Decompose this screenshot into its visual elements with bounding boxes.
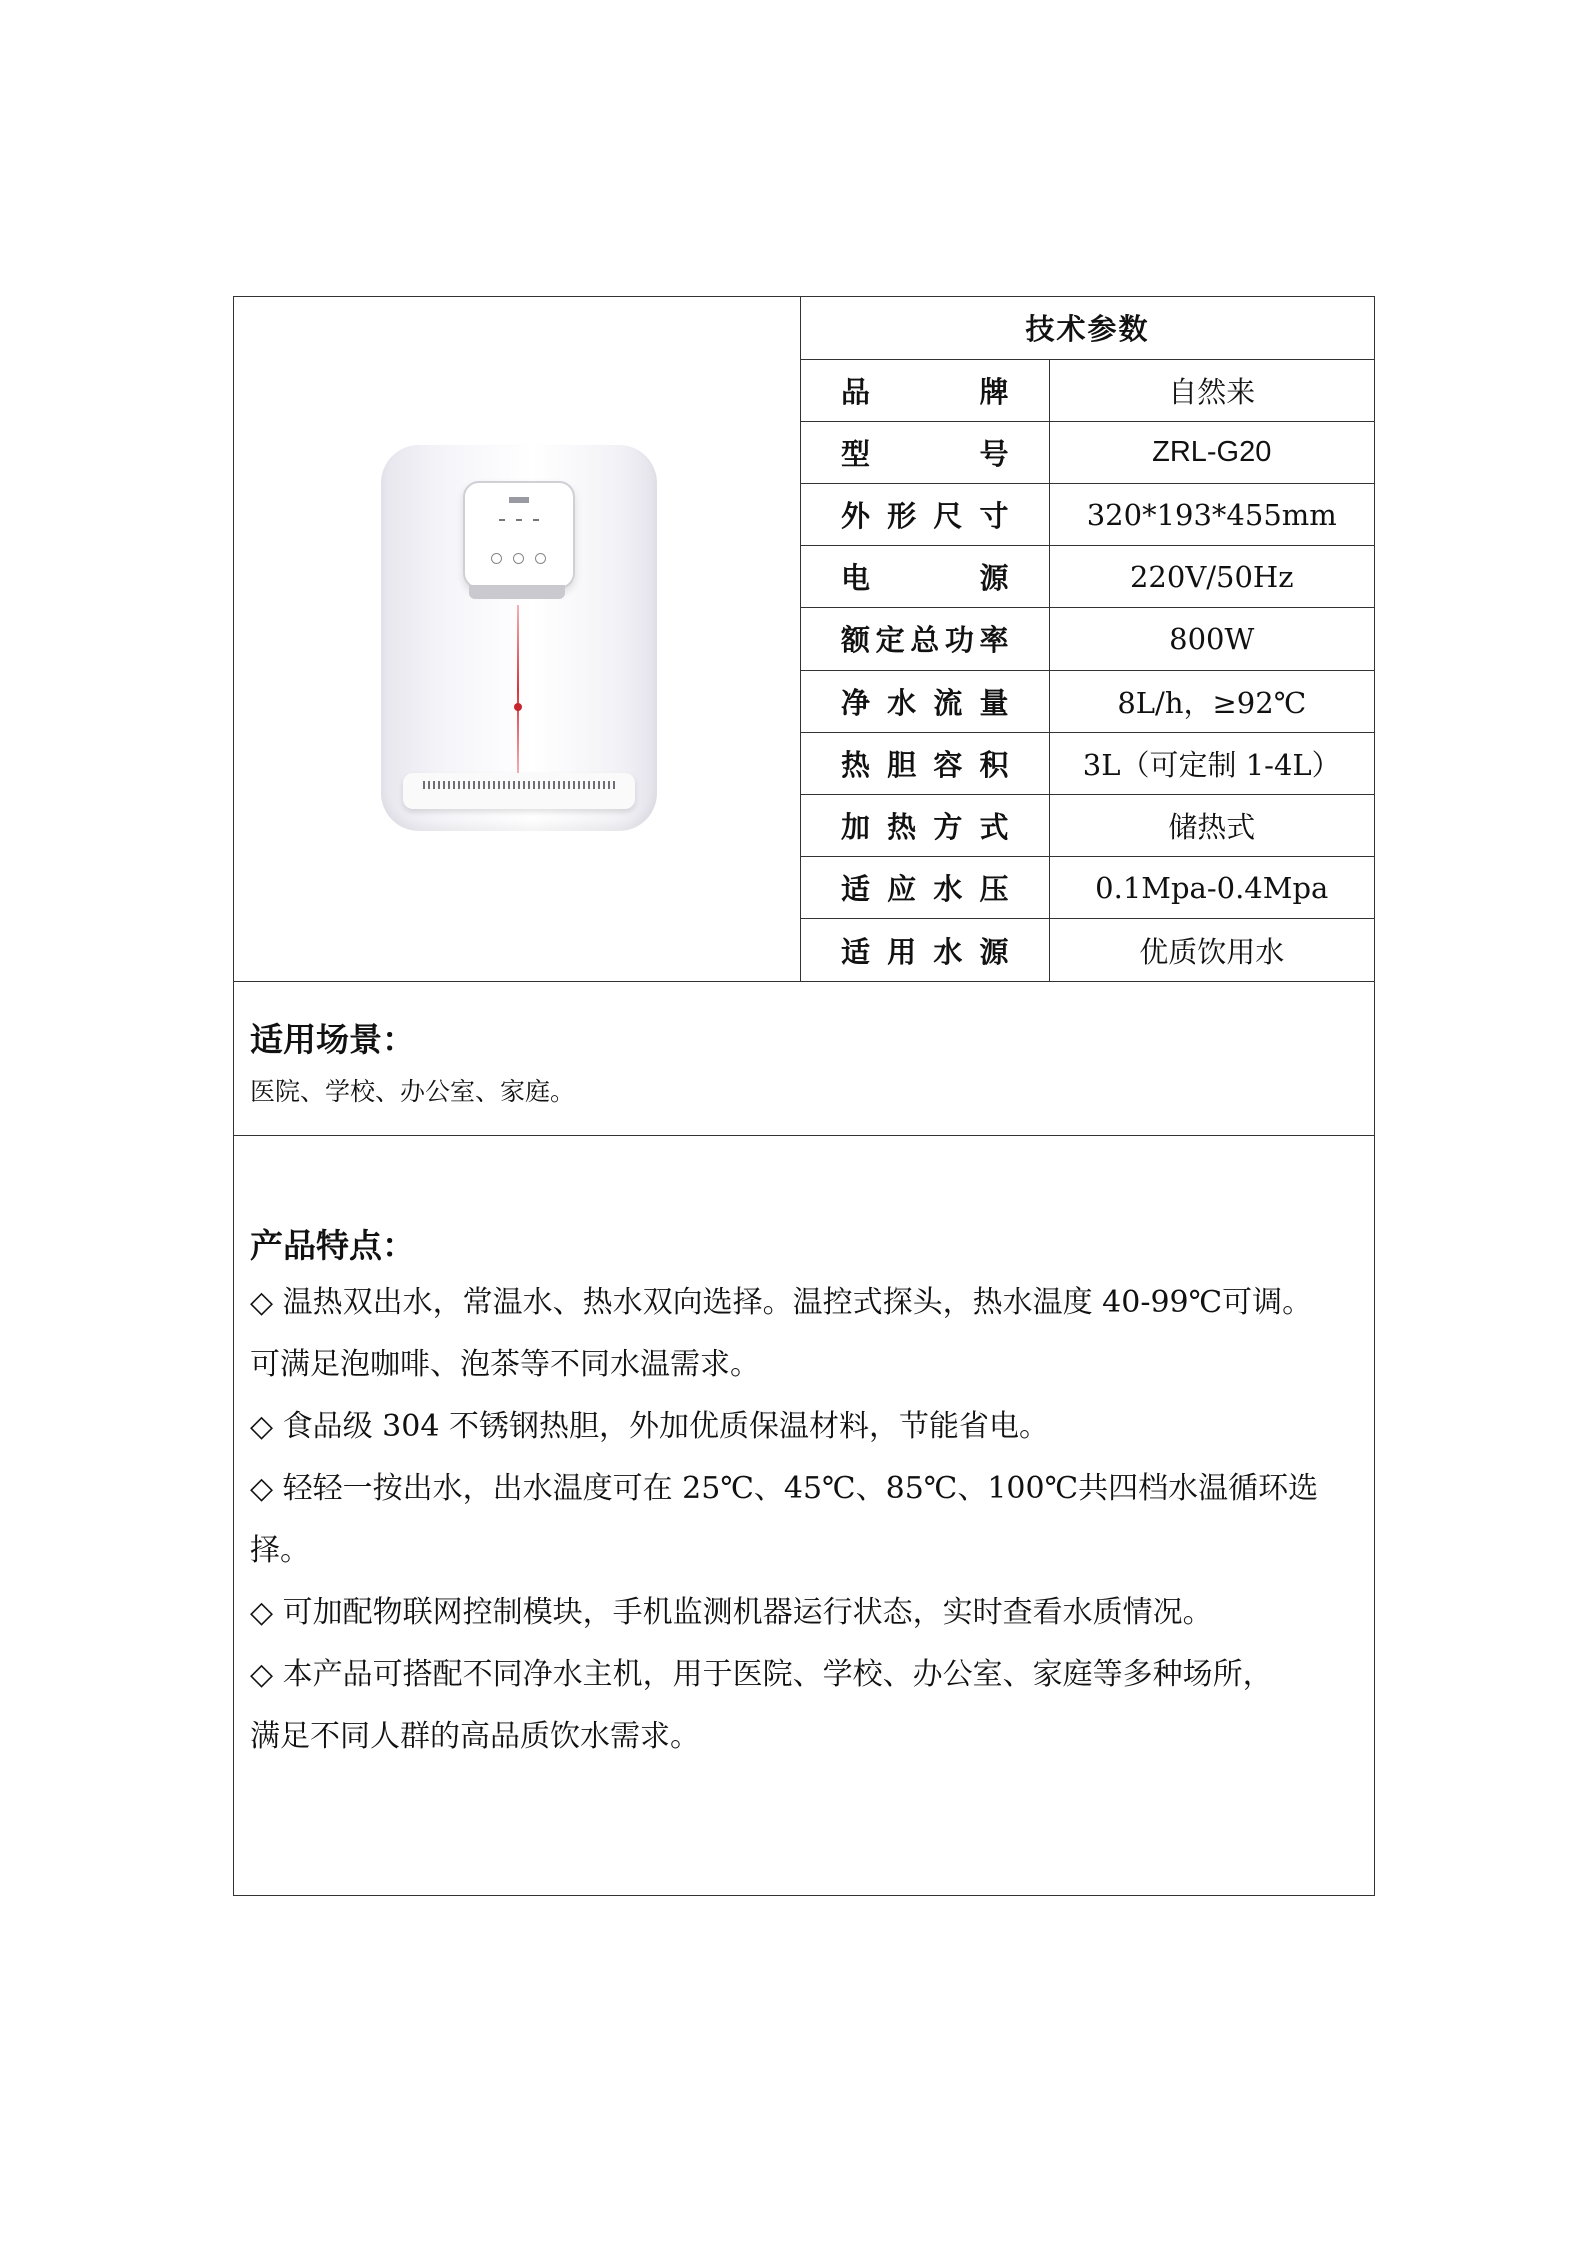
spec-value: 优质饮用水 [1049, 919, 1374, 981]
top-section [234, 297, 1374, 982]
indicator-dot [533, 519, 539, 521]
product-photo-cell [234, 297, 801, 981]
document-frame [233, 296, 1375, 1896]
spec-table-title: 技术参数 [801, 297, 1374, 359]
spec-label: 型 号 [801, 421, 1049, 483]
spec-value: 3L（可定制 1-4L） [1049, 732, 1374, 794]
spec-value: 220V/50Hz [1049, 546, 1374, 608]
spec-row [801, 484, 1374, 546]
spec-label: 额 定 总 功 率 [801, 608, 1049, 670]
spec-row [801, 794, 1374, 856]
spec-value: 800W [1049, 608, 1374, 670]
spec-label: 加 热 方 式 [801, 794, 1049, 856]
spec-row [801, 421, 1374, 483]
scene-section [234, 982, 1374, 1136]
spec-row [801, 732, 1374, 794]
water-dispenser-image [381, 445, 657, 831]
feature-line: ◇ 可加配物联网控制模块，手机监测机器运行状态，实时查看水质情况。 [250, 1595, 1213, 1630]
spec-label: 适 应 水 压 [801, 857, 1049, 919]
indicator-dot [499, 519, 505, 521]
spec-row [801, 546, 1374, 608]
feature-line: 择。 [250, 1533, 310, 1568]
feature-line: ◇ 轻轻一按出水，出水温度可在 25℃、45℃、85℃、100℃共四档水温循环选 [250, 1471, 1319, 1506]
drip-tray-grill [423, 781, 615, 789]
spec-label: 品 牌 [801, 359, 1049, 421]
spec-row [801, 359, 1374, 421]
scene-heading: 适用场景： [250, 1020, 415, 1059]
spec-label: 净 水 流 量 [801, 670, 1049, 732]
features-section [234, 1136, 1374, 1896]
feature-list [250, 1272, 1365, 1768]
spec-row [801, 857, 1374, 919]
spec-value: 0.1Mpa-0.4Mpa [1049, 857, 1374, 919]
water-stream [517, 605, 519, 775]
brand-logo-mark [509, 497, 529, 503]
cup-icon [491, 553, 502, 564]
scene-text: 医院、学校、办公室、家庭。 [250, 1077, 576, 1106]
spec-value: 8L/h，≥92℃ [1049, 670, 1374, 732]
stream-indicator-dot [514, 703, 522, 711]
spec-label: 热 胆 容 积 [801, 732, 1049, 794]
cup-icon [535, 553, 546, 564]
spec-row [801, 670, 1374, 732]
feature-line: ◇ 食品级 304 不锈钢热胆，外加优质保温材料，节能省电。 [250, 1409, 1049, 1444]
control-panel [463, 481, 575, 589]
drip-tray [403, 773, 635, 809]
feature-line: ◇ 温热双出水，常温水、热水双向选择。温控式探头，热水温度 40-99℃可调。 [250, 1285, 1313, 1320]
spec-value: ZRL-G20 [1049, 421, 1374, 483]
feature-line: 可满足泡咖啡、泡茶等不同水温需求。 [250, 1347, 760, 1382]
spec-label: 电 源 [801, 546, 1049, 608]
spec-label: 适 用 水 源 [801, 919, 1049, 981]
spout-head [469, 585, 565, 599]
spec-row [801, 608, 1374, 670]
spec-row [801, 919, 1374, 981]
feature-line: ◇ 本产品可搭配不同净水主机，用于医院、学校、办公室、家庭等多种场所， [250, 1657, 1273, 1692]
spec-value: 320*193*455mm [1049, 484, 1374, 546]
indicator-dot [516, 519, 522, 521]
spec-label: 外 形 尺 寸 [801, 484, 1049, 546]
spec-value: 储热式 [1049, 794, 1374, 856]
cup-icon [513, 553, 524, 564]
feature-line: 满足不同人群的高品质饮水需求。 [250, 1719, 700, 1754]
spec-value: 自然来 [1049, 359, 1374, 421]
spec-table [801, 297, 1374, 981]
features-heading: 产品特点： [250, 1226, 415, 1265]
